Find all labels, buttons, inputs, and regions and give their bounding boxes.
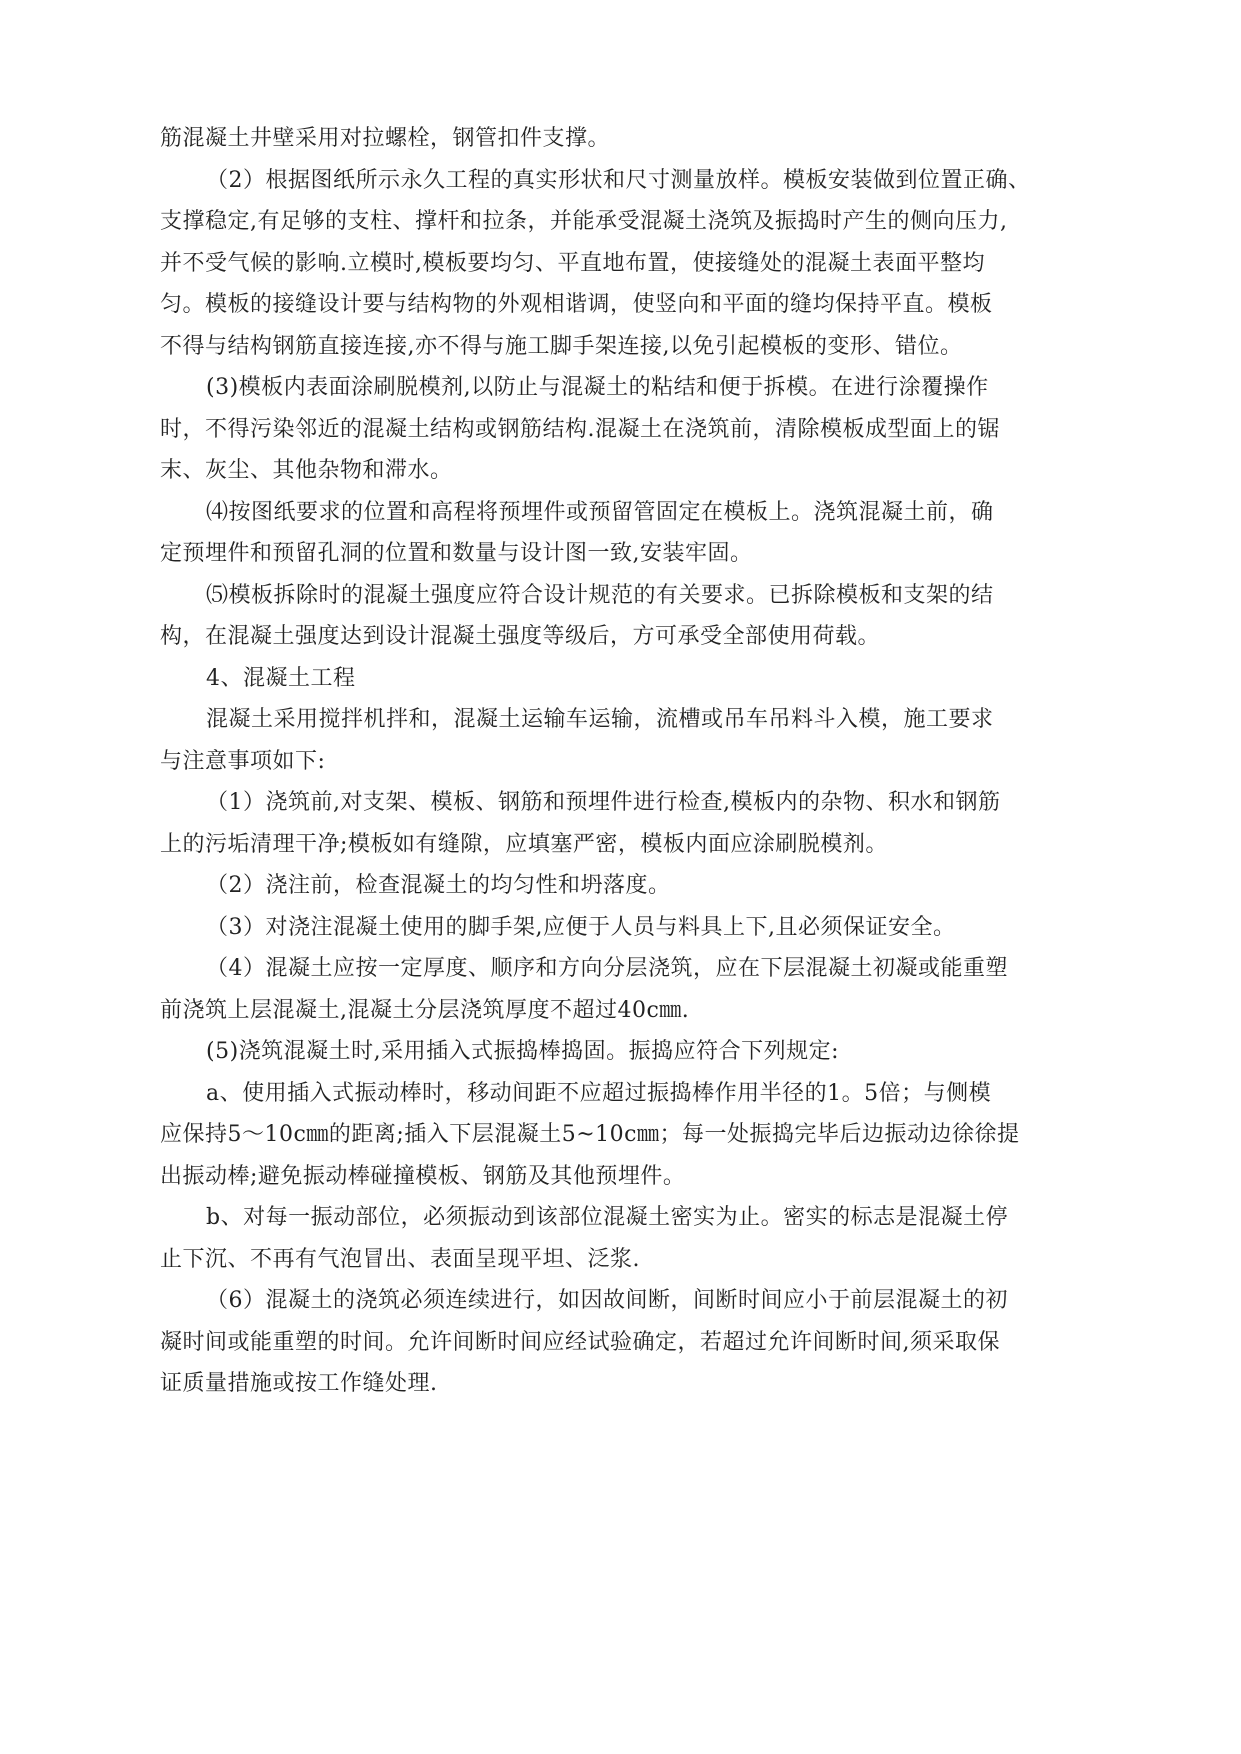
text-line: （2）根据图纸所示永久工程的真实形状和尺寸测量放样。模板安装做到位置正确、 bbox=[206, 167, 1031, 193]
text-line: （1）浇筑前,对支架、模板、钢筋和预埋件进行检查,模板内的杂物、积水和钢筋 bbox=[206, 790, 1001, 815]
text-line: 前浇筑上层混凝土,混凝土分层浇筑厚度不超过40c㎜. bbox=[160, 997, 690, 1023]
text-line: 出振动棒;避免振动棒碰撞模板、钢筋及其他预埋件。 bbox=[160, 1163, 686, 1189]
text-line: 证质量措施或按工作缝处理. bbox=[160, 1371, 438, 1396]
text-line: 时，不得污染邻近的混凝土结构或钢筋结构.混凝土在浇筑前，清除模板成型面上的锯 bbox=[160, 416, 1000, 442]
text-line: a、使用插入式振动棒时，移动间距不应超过振捣棒作用半径的1。5倍；与侧模 bbox=[206, 1080, 992, 1106]
text-line: ⑸模板拆除时的混凝土强度应符合设计规范的有关要求。已拆除模板和支架的结 bbox=[206, 582, 994, 608]
text-line: （3）对浇注混凝土使用的脚手架,应便于人员与料具上下,且必须保证安全。 bbox=[206, 914, 956, 940]
text-line: b、对每一振动部位，必须振动到该部位混凝土密实为止。密实的标志是混凝土停 bbox=[206, 1205, 1009, 1230]
text-line: （4）混凝土应按一定厚度、顺序和方向分层浇筑，应在下层混凝土初凝或能重塑 bbox=[206, 956, 1008, 981]
text-line: （6）混凝土的浇筑必须连续进行，如因故间断，间断时间应小于前层混凝土的初 bbox=[206, 1288, 1008, 1313]
text-line: 应保持5～10c㎜的距离;插入下层混凝土5~10c㎜；每一处振捣完毕后边振动边徐徐提 bbox=[160, 1122, 1020, 1147]
text-line: 支撑稳定,有足够的支柱、撑杆和拉条，并能承受混凝土浇筑及振捣时产生的侧向压力, bbox=[160, 209, 1008, 234]
text-line: 混凝土采用搅拌机拌和，混凝土运输车运输，流槽或吊车吊料斗入模，施工要求 bbox=[206, 707, 994, 732]
text-line: 并不受气候的影响.立模时,模板要均匀、平直地布置，使接缝处的混凝土表面平整均 bbox=[160, 250, 985, 276]
text-line: 凝时间或能重塑的时间。允许间断时间应经试验确定，若超过允许间断时间,须采取保 bbox=[160, 1329, 1000, 1355]
text-line: 不得与结构钢筋直接连接,亦不得与施工脚手架连接,以免引起模板的变形、错位。 bbox=[160, 333, 963, 359]
text-line: (3)模板内表面涂刷脱模剂,以防止与混凝土的粘结和便于拆模。在进行涂覆操作 bbox=[206, 375, 989, 400]
text-line: 上的污垢清理干净;模板如有缝隙，应填塞严密，模板内面应涂刷脱模剂。 bbox=[160, 831, 888, 857]
text-line: （2）浇注前，检查混凝土的均匀性和坍落度。 bbox=[206, 873, 671, 898]
text-line: 匀。模板的接缝设计要与结构物的外观相谐调，使竖向和平面的缝均保持平直。模板 bbox=[160, 292, 993, 317]
text-line: ⑷按图纸要求的位置和高程将预埋件或预留管固定在模板上。浇筑混凝土前，确 bbox=[206, 499, 994, 525]
text-line: 筋混凝土井壁采用对拉螺栓，钢管扣件支撑。 bbox=[160, 126, 611, 151]
text-line: (5)浇筑混凝土时,采用插入式振捣棒捣固。振捣应符合下列规定: bbox=[206, 1039, 840, 1064]
text-line: 构，在混凝土强度达到设计混凝土强度等级后，方可承受全部使用荷载。 bbox=[160, 624, 881, 649]
text-line: 定预埋件和预留孔洞的位置和数量与设计图一致,安装牢固。 bbox=[160, 541, 753, 566]
text-line: 4、混凝土工程 bbox=[206, 665, 356, 691]
document-body bbox=[160, 118, 1100, 1405]
text-line: 末、灰尘、其他杂物和滞水。 bbox=[160, 458, 453, 483]
text-line: 与注意事项如下: bbox=[160, 748, 326, 774]
text-line: 止下沉、不再有气泡冒出、表面呈现平坦、泛浆. bbox=[160, 1246, 640, 1272]
